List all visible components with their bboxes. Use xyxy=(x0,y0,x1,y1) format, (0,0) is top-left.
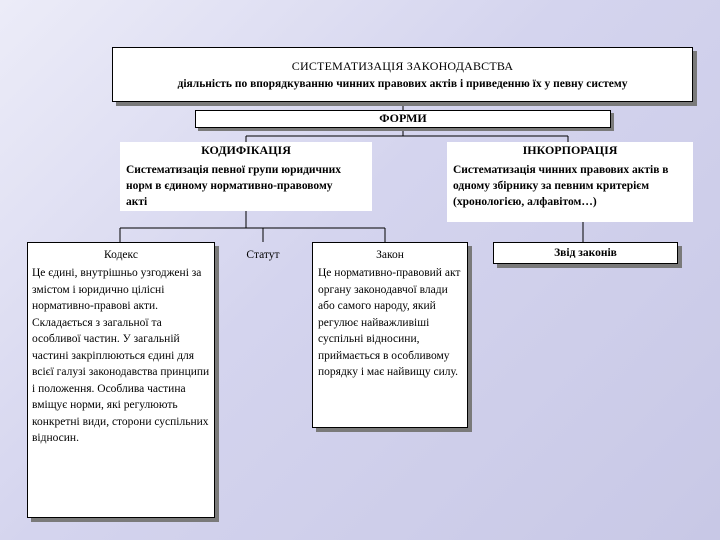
incorporation-text: Систематизація чинних правових актів в одному збірнику за певним критерієм (хронологією, алфавітом…) xyxy=(453,164,669,208)
codification-heading: КОДИФІКАЦІЯ xyxy=(201,143,291,157)
title-subtitle: діяльність по впорядкуванню чинних правових актів і приведенню їх у певну систему xyxy=(177,78,628,90)
law-text: Це нормативно-правовий акт органу законодавчої влади або самого народу, який регулює найважливіші суспільні відносини, приймається в особливому порядку і має найвищу силу. xyxy=(318,267,461,378)
law-heading: Закон xyxy=(376,249,404,261)
codification-text: Систематизація певної групи юридичних норм в єдиному нормативно-правовому акті xyxy=(126,164,342,208)
incorporation-heading: ІНКОРПОРАЦІЯ xyxy=(522,143,618,157)
code-text: Це єдині, внутрішньо узгоджені за змістом і юридично цілісні нормативно-правові акти. Складається з загальної та особливої частин. У загальній частині закріплюються єдині для всієї галузі законодавства принципи і положення. Особлива частина вміщує норми, які регулюють конкретні види, сторони суспільних відносин. xyxy=(32,267,210,444)
collection-heading: Звід законів xyxy=(554,247,617,259)
code-heading: Кодекс xyxy=(104,249,138,261)
statute-heading: Статут xyxy=(246,249,280,261)
forms-label: ФОРМИ xyxy=(379,111,427,125)
title-heading: СИСТЕМАТИЗАЦІЯ ЗАКОНОДАВСТВА xyxy=(291,59,514,73)
title-banner xyxy=(112,47,693,102)
